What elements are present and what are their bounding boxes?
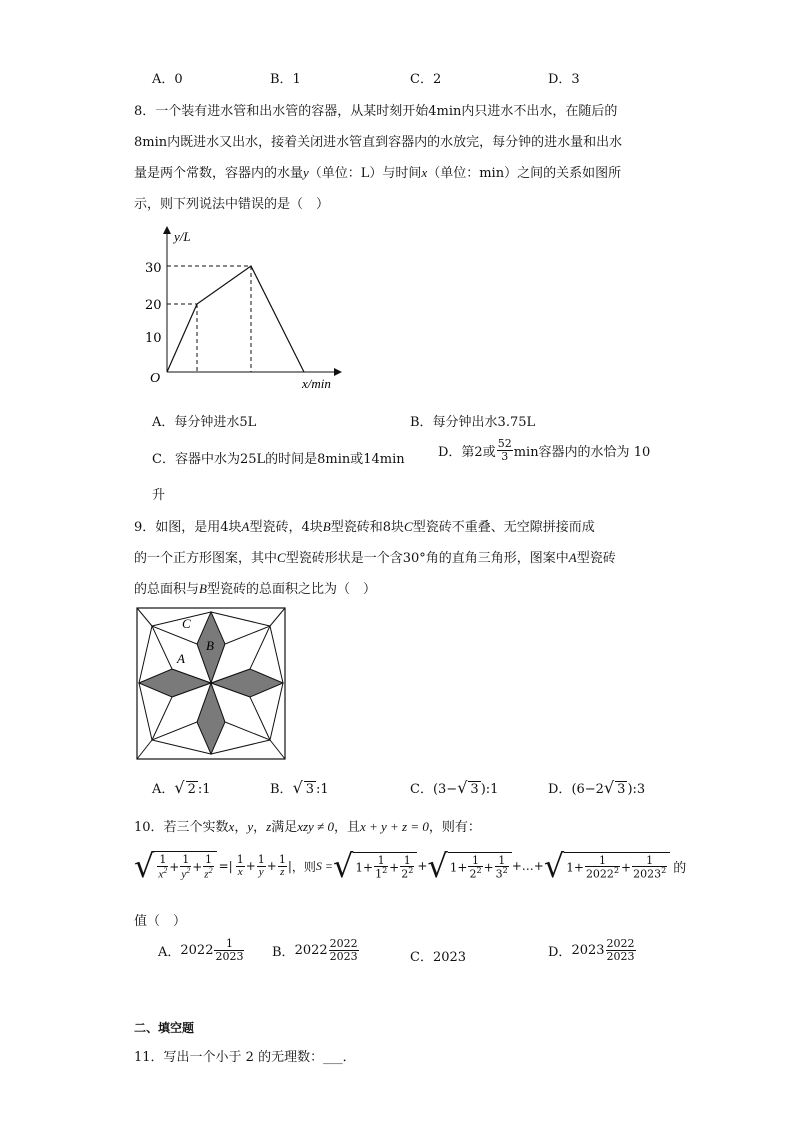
q10-then: ，则: [291, 859, 316, 874]
q10-opt-d-den: 2023: [606, 949, 635, 963]
fraction-den: 3: [501, 449, 509, 463]
frac-1-z: $\frac{1}{z}$: [278, 852, 286, 878]
q10-opt-d-num: 2022: [606, 937, 635, 950]
q10-opt-a-whole: 2022: [180, 942, 214, 958]
q9-text-3b: 型瓷砖的总面积之比为（ ）: [206, 582, 376, 597]
q9-text-2c: 型瓷砖: [576, 551, 616, 566]
q10-opt-a-num: 1: [214, 938, 244, 951]
q8-var-y: y: [303, 165, 309, 180]
q9-opt-c-tail: ):1: [480, 782, 499, 797]
q9-opt-d-label: D．: [548, 782, 572, 797]
sqrt-sign: √: [427, 847, 448, 885]
q9-var-B: B: [322, 519, 331, 534]
q10-condition: xzy ≠ 0: [297, 819, 334, 834]
term-1: 1+ $\frac{1}{1^2}$ + $\frac{1}{2^2}$: [353, 852, 417, 881]
q10-var-z: z: [266, 819, 272, 834]
q10-option-b: [272, 938, 360, 962]
q9-var-A: A: [241, 519, 250, 534]
sqrt-sign: √: [292, 778, 303, 797]
sqrt-sign: √: [457, 778, 468, 797]
q10-sep2: ，: [253, 820, 267, 835]
identity-radicand: $\frac{1}{x^2}$ + $\frac{1}{y^2}$ + $\frac{1}{z^2}$: [154, 851, 216, 881]
sqrt-sign: √: [332, 847, 354, 885]
q10-text-1d: ，则有：: [428, 820, 481, 835]
q10-sep1: ，: [234, 820, 248, 835]
q10-tail: 的: [673, 860, 687, 876]
q9-tile-figure: [136, 606, 288, 762]
term-last: 1+ $\frac{1}{2022^2}$ + $\frac{1}{2023^2}$: [564, 852, 670, 881]
q9-text-1d: 型瓷砖不重叠、无空隙拼接而成: [412, 520, 595, 535]
q10-option-c: [410, 946, 466, 965]
label-B: B: [206, 638, 214, 653]
q10-line1: [134, 816, 481, 835]
label-A: A: [177, 651, 185, 666]
q8-graph: [140, 222, 350, 394]
q10-opt-a-label: A．: [158, 944, 181, 960]
q10-opt-a-den: 2023: [215, 949, 244, 963]
origin-label: O: [150, 371, 161, 386]
q9-line2: [134, 547, 616, 566]
q8-option-d-cont: 升: [152, 488, 166, 503]
sqrt-sign: √: [603, 778, 615, 797]
q9-text-1c: 型瓷砖和8块: [330, 520, 405, 535]
q10-var-x: x: [228, 819, 235, 834]
q9-option-b: [270, 778, 329, 797]
q9-opt-a-tail: :1: [197, 782, 211, 797]
q10-dots: +…+: [511, 859, 544, 873]
fraction-num: 52: [497, 437, 512, 450]
q9-line1: [134, 516, 595, 535]
q9-opt-a-radicand: 2: [187, 782, 196, 797]
q10-option-a: [158, 938, 245, 962]
q10-S: S =: [315, 858, 333, 873]
q7-option-c: C．2: [410, 72, 442, 87]
q9-line3: [134, 578, 376, 597]
q9-option-c: [410, 778, 498, 797]
q8-option-c: C．容器中水为25L的时间是8min或14min: [152, 452, 405, 467]
water-volume-line: [167, 266, 304, 372]
sqrt-sign: √: [543, 847, 565, 885]
y-tick-10: 10: [145, 331, 162, 346]
q9-opt-c-radicand: 3: [470, 782, 479, 797]
q9-opt-d-pre: (6−2: [571, 782, 604, 797]
q8-line3-text-c: （单位：min）之间的关系如图所: [427, 166, 622, 181]
q9-opt-b-tail: :1: [316, 782, 329, 797]
q10-opt-c-label: C．: [410, 950, 433, 965]
frac-1-x: $\frac{1}{x}$: [236, 852, 244, 878]
sqrt-sign: √: [134, 847, 155, 885]
q9-option-d: [548, 778, 645, 797]
q8-option-d-fraction: [497, 438, 513, 462]
section-title: 二、填空题: [134, 1021, 195, 1035]
q10-condition-2: x + y + z = 0: [359, 819, 429, 834]
q9-text-2b: 型瓷砖形状是一个含30°角的直角三角形，图案中: [285, 551, 569, 566]
q8-line2: 8min内既进水又出水，接着关闭进水管直到容器内的水放完，每分钟的进水量和出水: [134, 135, 623, 150]
sqrt-sign: √: [174, 778, 185, 797]
q7-option-a: A．0: [152, 72, 183, 87]
q7-option-b: B．1: [270, 72, 301, 87]
q8-var-x: x: [421, 165, 428, 180]
q10-opt-b-whole: 2022: [294, 942, 328, 958]
q9-text-2a: 的一个正方形图案，其中: [134, 551, 278, 566]
tile-lines: [137, 608, 285, 759]
q10-opt-b-num: 2022: [329, 937, 358, 950]
q10-opt-b-den: 2023: [329, 949, 358, 963]
q8-line3-text-b: （单位：L）与时间: [308, 166, 422, 181]
q9-opt-d-radicand: 3: [617, 782, 626, 797]
q8-line1: 8．一个装有进水管和出水管的容器，从某时刻开始4min内只进水不出水，在随后的: [134, 104, 618, 119]
y-tick-20: 20: [145, 298, 162, 313]
q9-text-1b: 型瓷砖，4块: [249, 520, 323, 535]
q10-line3: 值（ ）: [134, 914, 187, 929]
q8-option-b: B．每分钟出水3.75L: [410, 415, 536, 430]
q10-opt-c-whole: 2023: [432, 950, 467, 965]
q7-option-d: D．3: [548, 72, 580, 87]
q8-option-a: A．每分钟进水5L: [152, 415, 257, 430]
frac-1-z2: $\frac{1}{z^2}$: [204, 853, 213, 881]
q10-formula: √ $\frac{1}{x^2}$ + $\frac{1}{y^2}$ + $\frac{1}{z^2}$ =| $\frac{1}{x}$ + $\frac{1}{y}$ + $\frac{1}{z}$ | ，则 S = √ 1+ $\frac{1}{1^2}$ + $\frac{1}{2^2}$ + √ 1+ $\frac{1}{2^2}$ + $\frac{1}{3^2}$ +…+ √ 1+ $\frac{1}{2022^2}$ + $\frac{1}{2023^2}$ 的: [134, 847, 687, 885]
q8-option-d: [438, 438, 650, 462]
q9-opt-c-label: C．: [410, 782, 433, 797]
q10-var-y: y: [247, 819, 254, 834]
q9-var-A-2: A: [568, 550, 577, 565]
q9-text-1a: 9．如图，是用4块: [134, 520, 242, 535]
q9-opt-a-label: A．: [152, 782, 175, 797]
q10-text-1b: 满足: [271, 820, 298, 835]
q8-option-d-post: min容器内的水恰为 10: [513, 444, 651, 460]
label-C: C: [182, 616, 191, 631]
y-tick-30: 30: [145, 261, 162, 276]
q10-opt-b-label: B．: [272, 944, 295, 960]
q9-opt-b-radicand: 3: [305, 782, 315, 797]
q9-opt-d-tail: ):3: [627, 782, 646, 797]
frac-1-x2: $\frac{1}{x^2}$: [158, 853, 168, 881]
q11-text: 11．写出一个小于 2 的无理数：___．: [134, 1050, 356, 1065]
q8-line3: [134, 162, 621, 181]
frac-1-y: $\frac{1}{y}$: [257, 852, 265, 878]
q9-var-C: C: [404, 519, 413, 534]
q9-var-C-2: C: [277, 550, 286, 565]
q9-opt-b-label: B．: [270, 782, 293, 797]
x-axis-label: x/min: [302, 376, 331, 391]
frac-1-y2: $\frac{1}{y^2}$: [181, 853, 191, 881]
q10-option-d: [548, 938, 637, 962]
q9-var-B-2: B: [199, 581, 207, 596]
q9-text-3a: 的总面积与: [134, 582, 200, 597]
term-2: 1+ $\frac{1}{2^2}$ + $\frac{1}{3^2}$: [448, 852, 512, 881]
q9-opt-c-pre: (3−: [432, 782, 458, 797]
q10-opt-d-label: D．: [548, 944, 572, 960]
q10-opt-d-whole: 2023: [571, 942, 605, 958]
q8-line3-text-a: 量是两个常数，容器内的水量: [134, 166, 304, 181]
q9-option-a: [152, 778, 211, 797]
q10-text-1c: ，且: [333, 820, 360, 835]
y-axis-label: y/L: [174, 229, 191, 244]
q8-line4: 示，则下列说法中错误的是（ ）: [134, 197, 330, 212]
q8-option-d-pre: D．第2或: [438, 444, 496, 460]
q10-text-1a: 10．若三个实数: [134, 820, 229, 835]
